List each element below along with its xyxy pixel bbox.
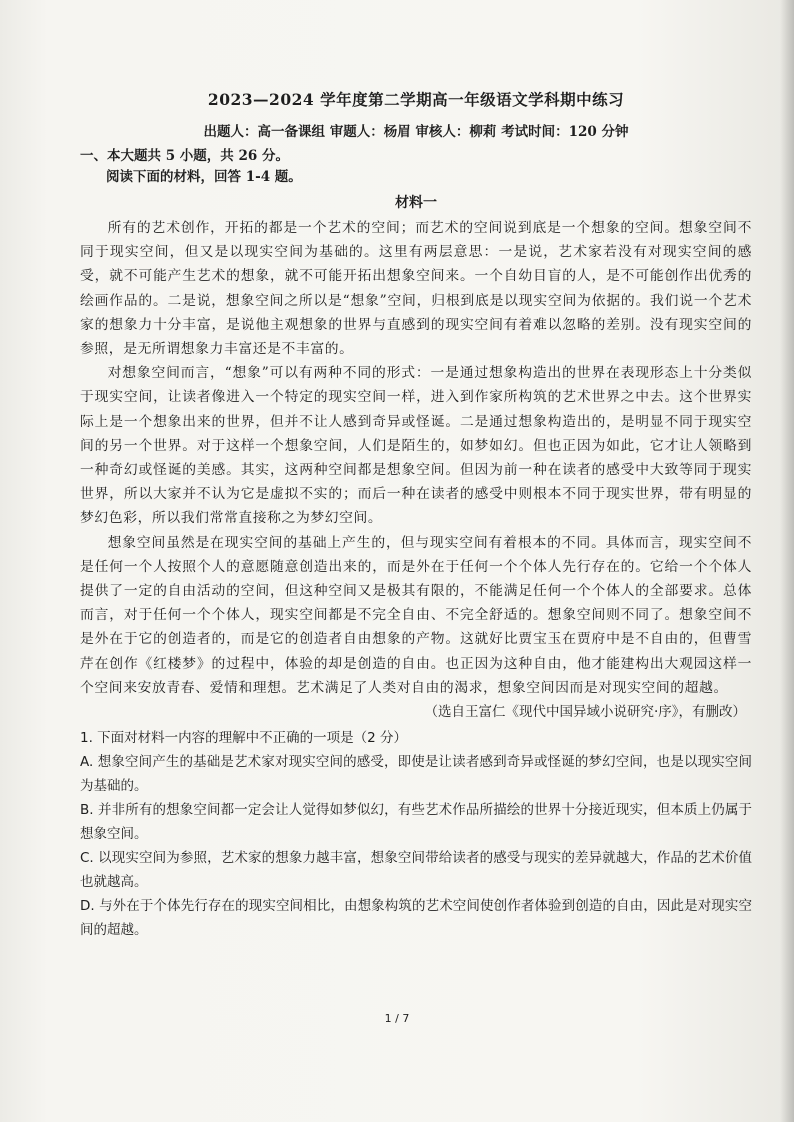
exam-authors-line: 出题人：高一备课组 审题人：杨眉 审核人：柳莉 考试时间：120 分钟 bbox=[203, 124, 629, 140]
material-paragraph-1: 所有的艺术创作，开拓的都是一个艺术的空间；而艺术的空间说到底是一个想象的空间。想象空间不同于现实空间，但又是以现实空间为基础的。这里有两层意思：一是说，艺术家若没有对现实空间的感受，就不可能产生艺术的想象，就不可能开拓出想象空间来。一个自幼目盲的人，是不可能创作出优秀的绘画作品的。二是说，想象空间之所以是“想象”空间，归根到底是以现实空间为依据的。我们说一个艺术家的想象力十分丰富，是说他主观想象的世界与直感到的现实空间有着难以忽略的差别。没有现实空间的参照，是无所谓想象力丰富还是不丰富的。 bbox=[80, 220, 752, 358]
page-content bbox=[80, 88, 752, 942]
material-paragraph-3: 想象空间虽然是在现实空间的基础上产生的，但与现实空间有着根本的不同。具体而言，现实空间不是任何一个人按照个人的意愿随意创造出来的，而是外在于任何一个个体人先行存在的。它给一个个体人提供了一定的自由活动的空间，但这种空间又是极其有限的，不能满足任何一个个体人的全部要求。总体而言，对于任何一个个体人，现实空间都是不完全自由、不完全舒适的。想象空间则不同了。想象空间不是外在于它的创造者的，而是它的创造者自由想象的产物。这就好比贾宝玉在贾府中是不自由的，但曹雪芹在创作《红楼梦》的过程中，体验的却是创造的自由。也正因为这种自由，他才能建构出大观园这样一个空间来安放青春、爱情和理想。艺术满足了人类对自由的渴求，想象空间因而是对现实空间的超越。 bbox=[80, 534, 752, 696]
question-1-option-b: B. 并非所有的想象空间都一定会让人觉得如梦似幻，有些艺术作品所描绘的世界十分接近现实，但本质上仍属于想象空间。 bbox=[80, 802, 752, 843]
page-number: 1 / 7 bbox=[384, 1012, 410, 1025]
section-heading: 一、本大题共 5 小题，共 26 分。 bbox=[80, 148, 289, 164]
question-1-stem: 1. 下面对材料一内容的理解中不正确的一项是（2 分） bbox=[80, 730, 408, 747]
material-title: 材料一 bbox=[395, 195, 437, 211]
material-source: （选自王富仁《现代中国异域小说研究·序》，有删改） bbox=[424, 704, 746, 721]
question-1-option-c: C. 以现实空间为参照，艺术家的想象力越丰富，想象空间带给读者的感受与现实的差异就越大，作品的艺术价值也就越高。 bbox=[80, 850, 752, 891]
section-instruction: 阅读下面的材料，回答 1-4 题。 bbox=[106, 169, 302, 185]
scan-shadow-edge bbox=[780, 0, 794, 1122]
question-1-option-d: D. 与外在于个体先行存在的现实空间相比，由想象构筑的艺术空间使创作者体验到创造的自由，因此是对现实空间的超越。 bbox=[80, 898, 752, 939]
question-1-option-a: A. 想象空间产生的基础是艺术家对现实空间的感受，即使是让读者感到奇异或怪诞的梦幻空间，也是以现实空间为基础的。 bbox=[80, 754, 752, 795]
exam-title: 2023—2024 学年度第二学期高一年级语文学科期中练习 bbox=[207, 90, 625, 109]
material-paragraph-2: 对想象空间而言，“想象”可以有两种不同的形式：一是通过想象构造出的世界在表现形态上十分类似于现实空间，让读者像进入一个特定的现实空间一样，进入到作家所构筑的艺术世界之中去。这个世界实际上是一个想象出来的世界，但并不让人感到奇异或怪诞。二是通过想象构造出的，是明显不同于现实空间的另一个世界。对于这样一个想象空间，人们是陌生的，如梦如幻。但也正因为如此，它才让人领略到一种奇幻或怪诞的美感。其实，这两种空间都是想象空间。但因为前一种在读者的感受中大致等同于现实世界，所以大家并不认为它是虚拟不实的；而后一种在读者的感受中则根本不同于现实世界，带有明显的梦幻色彩，所以我们常常直接称之为梦幻空间。 bbox=[80, 365, 752, 527]
